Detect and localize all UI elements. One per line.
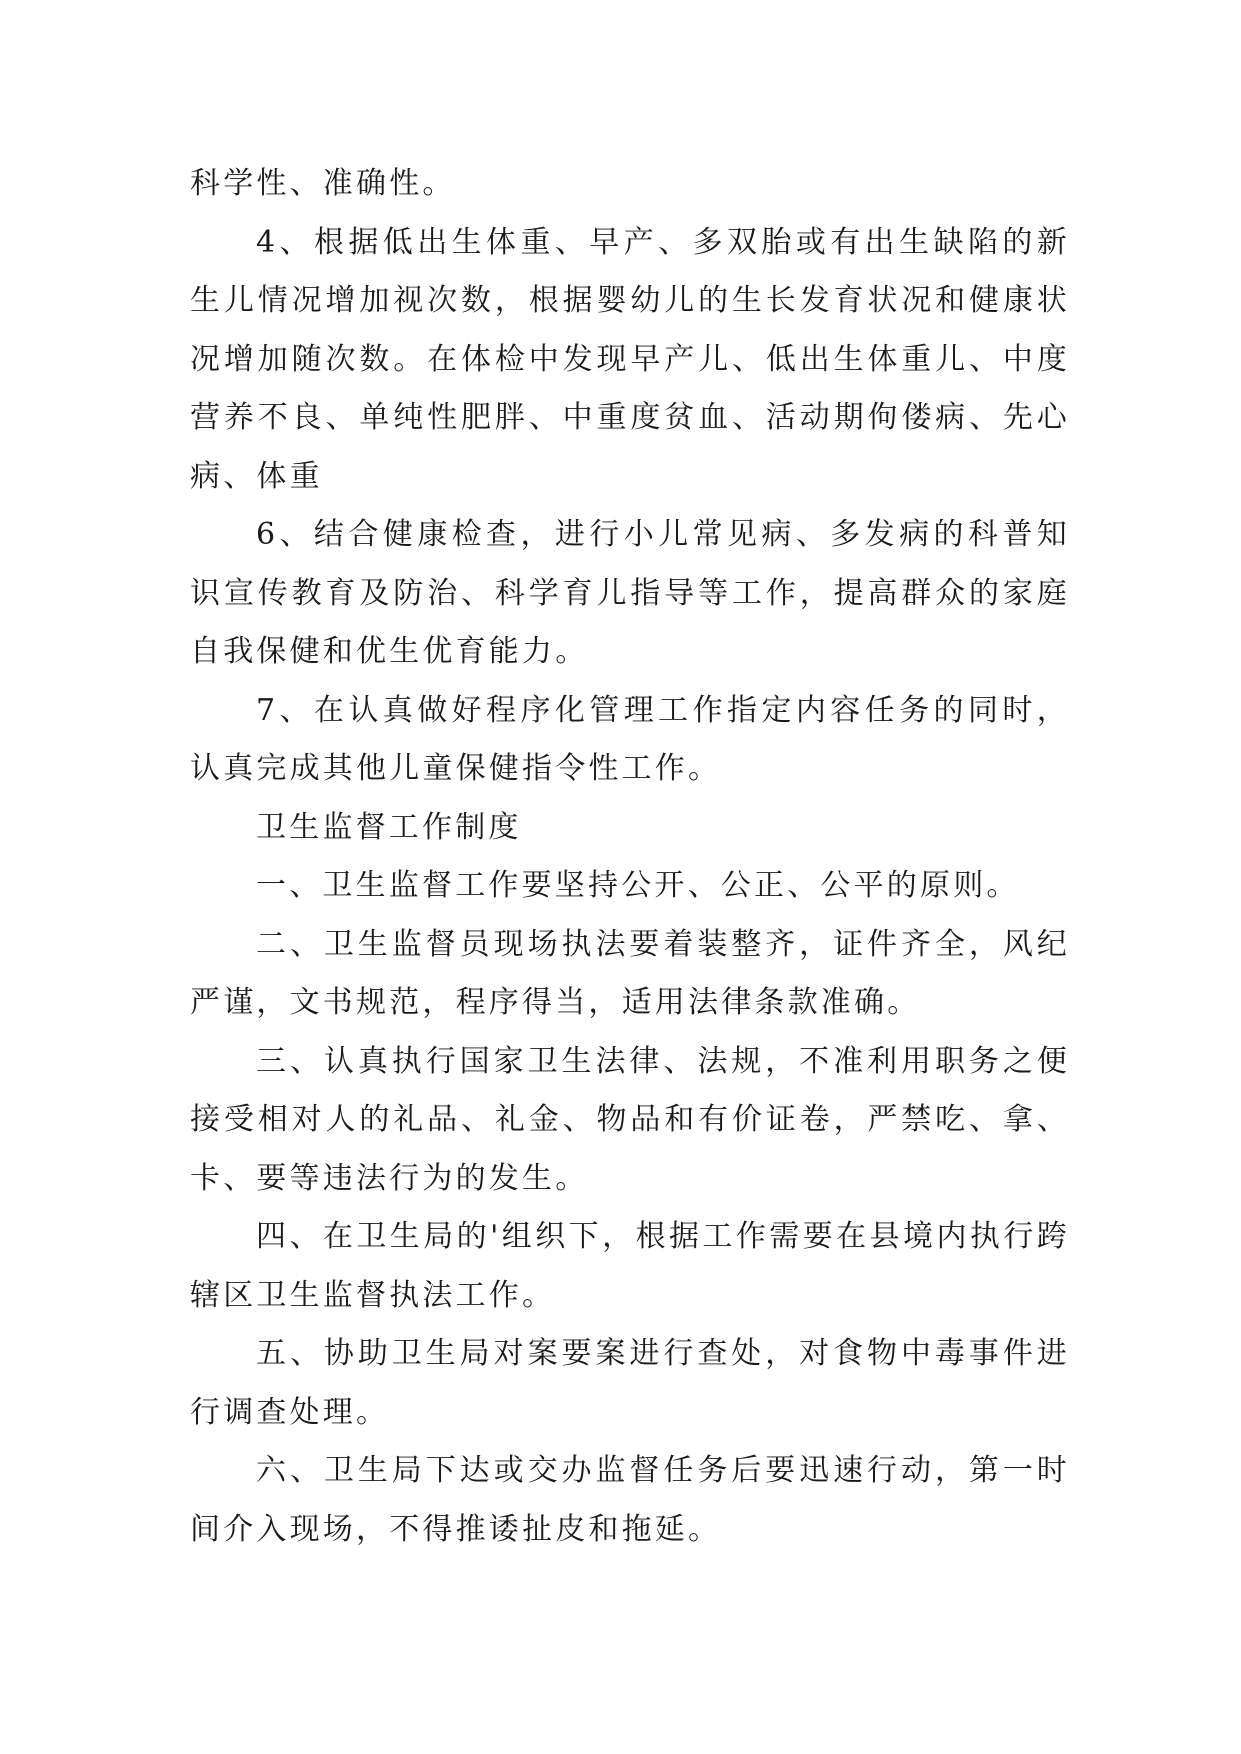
paragraph-item-4: 4、根据低出生体重、早产、多双胎或有出生缺陷的新生儿情况增加视次数，根据婴幼儿的生长发育状况和健康状况增加随次数。在体检中发现早产儿、低出生体重儿、中度营养不良、单纯性肥胖、中重度贫血、活动期佝偻病、先心病、体重 [190,224,1070,494]
section-heading: 卫生监督工作制度 [256,809,522,845]
rule-3: 三、认真执行国家卫生法律、法规，不准利用职务之便接受相对人的礼品、礼金、物品和有价证卷，严禁吃、拿、卡、要等违法行为的发生。 [190,1043,1070,1196]
paragraph-item-6: 6、结合健康检查，进行小儿常见病、多发病的科普知识宣传教育及防治、科学育儿指导等工作，提高群众的家庭自我保健和优生优育能力。 [190,517,1070,669]
rule-2: 二、卫生监督员现场执法要着装整齐，证件齐全，风纪严谨，文书规范，程序得当，适用法律条款准确。 [190,926,1070,1020]
paragraph-item-7: 7、在认真做好程序化管理工作指定内容任务的同时，认真完成其他儿童保健指令性工作。 [190,692,1070,786]
rule-4: 四、在卫生局的'组织下，根据工作需要在县境内执行跨辖区卫生监督执法工作。 [190,1219,1070,1313]
rule-5: 五、协助卫生局对案要案进行查处，对食物中毒事件进行调查处理。 [190,1336,1070,1430]
paragraph-continuation: 科学性、准确性。 [190,166,456,201]
rule-1: 一、卫生监督工作要坚持公开、公正、公平的原则。 [256,868,1020,903]
rule-6: 六、卫生局下达或交办监督任务后要迅速行动，第一时间介入现场，不得推诿扯皮和拖延。 [190,1453,1070,1547]
document-body [190,155,1070,1559]
